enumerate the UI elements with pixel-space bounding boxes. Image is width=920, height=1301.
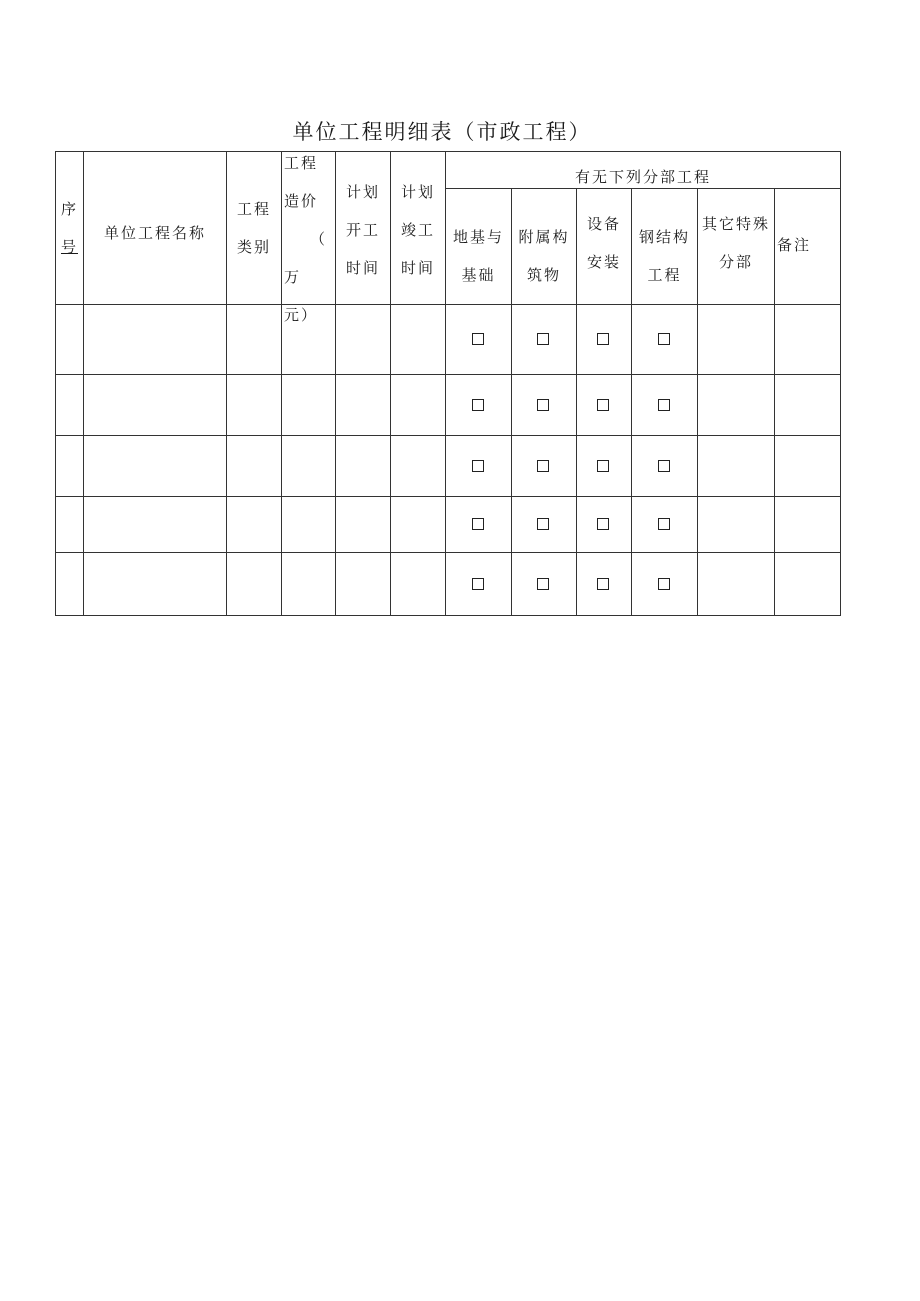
header-ancillary-line2: 筑物 [526,265,561,284]
header-sub-group-label: 有无下列分部工程 [574,168,711,186]
header-other-line2: 分部 [718,252,753,271]
header-category-line1: 工程 [236,200,271,218]
header-cost [282,152,335,324]
header-finish-line3: 时间 [400,259,435,277]
checkbox-foundation[interactable] [472,399,484,411]
checkbox-foundation[interactable] [472,460,484,472]
checkbox-ancillary[interactable] [537,578,549,590]
checkbox-foundation[interactable] [472,333,484,345]
checkbox-equipment[interactable] [597,518,609,530]
header-start-line1: 计划 [345,183,380,201]
header-equipment [577,189,631,304]
header-equipment-line1: 设备 [586,214,621,233]
header-ancillary-line1: 附属构 [518,227,570,246]
header-steel-line1: 钢结构 [638,227,690,246]
header-sub-group [446,152,840,188]
checkbox-equipment[interactable] [597,399,609,411]
header-cost-line1: 工程 [284,154,319,172]
header-planned-finish [391,152,445,304]
checkbox-steel[interactable] [658,399,670,411]
header-seq-line1: 序 [60,200,78,218]
header-planned-start [336,152,390,304]
header-remarks-label: 备注 [777,235,812,254]
header-category [227,152,281,304]
header-unit-name [84,152,226,304]
header-cost-line5: 元） [284,306,319,324]
header-start-line2: 开工 [345,221,380,239]
header-cost-line4: 万 [284,268,302,286]
header-seq [56,152,83,304]
checkbox-steel[interactable] [658,578,670,590]
header-category-line2: 类别 [236,238,271,256]
header-seq-line2: 号 [60,238,78,256]
header-remarks [775,189,840,304]
header-other-line1: 其它特殊 [701,214,770,233]
checkbox-steel[interactable] [658,333,670,345]
header-steel [632,189,697,304]
header-unit-name-label: 单位工程名称 [103,224,206,242]
checkbox-steel[interactable] [658,518,670,530]
header-finish-line1: 计划 [400,183,435,201]
checkbox-equipment[interactable] [597,460,609,472]
checkbox-equipment[interactable] [597,578,609,590]
header-finish-line2: 竣工 [400,221,435,239]
checkbox-foundation[interactable] [472,518,484,530]
header-start-line3: 时间 [345,259,380,277]
checkbox-steel[interactable] [658,460,670,472]
checkbox-foundation[interactable] [472,578,484,590]
checkbox-ancillary[interactable] [537,460,549,472]
page-title: 单位工程明细表（市政工程） [292,120,592,144]
checkbox-ancillary[interactable] [537,333,549,345]
header-foundation [446,189,511,304]
checkbox-ancillary[interactable] [537,399,549,411]
header-equipment-line2: 安装 [586,252,621,271]
header-ancillary [512,189,576,304]
header-cost-line2: 造价 [284,192,319,210]
header-cost-line3: （ [310,230,328,248]
checkbox-equipment[interactable] [597,333,609,345]
header-steel-line2: 工程 [647,265,682,284]
header-foundation-line2: 基础 [461,265,496,284]
checkbox-ancillary[interactable] [537,518,549,530]
header-other-special [698,189,774,304]
header-foundation-line1: 地基与 [452,227,504,246]
